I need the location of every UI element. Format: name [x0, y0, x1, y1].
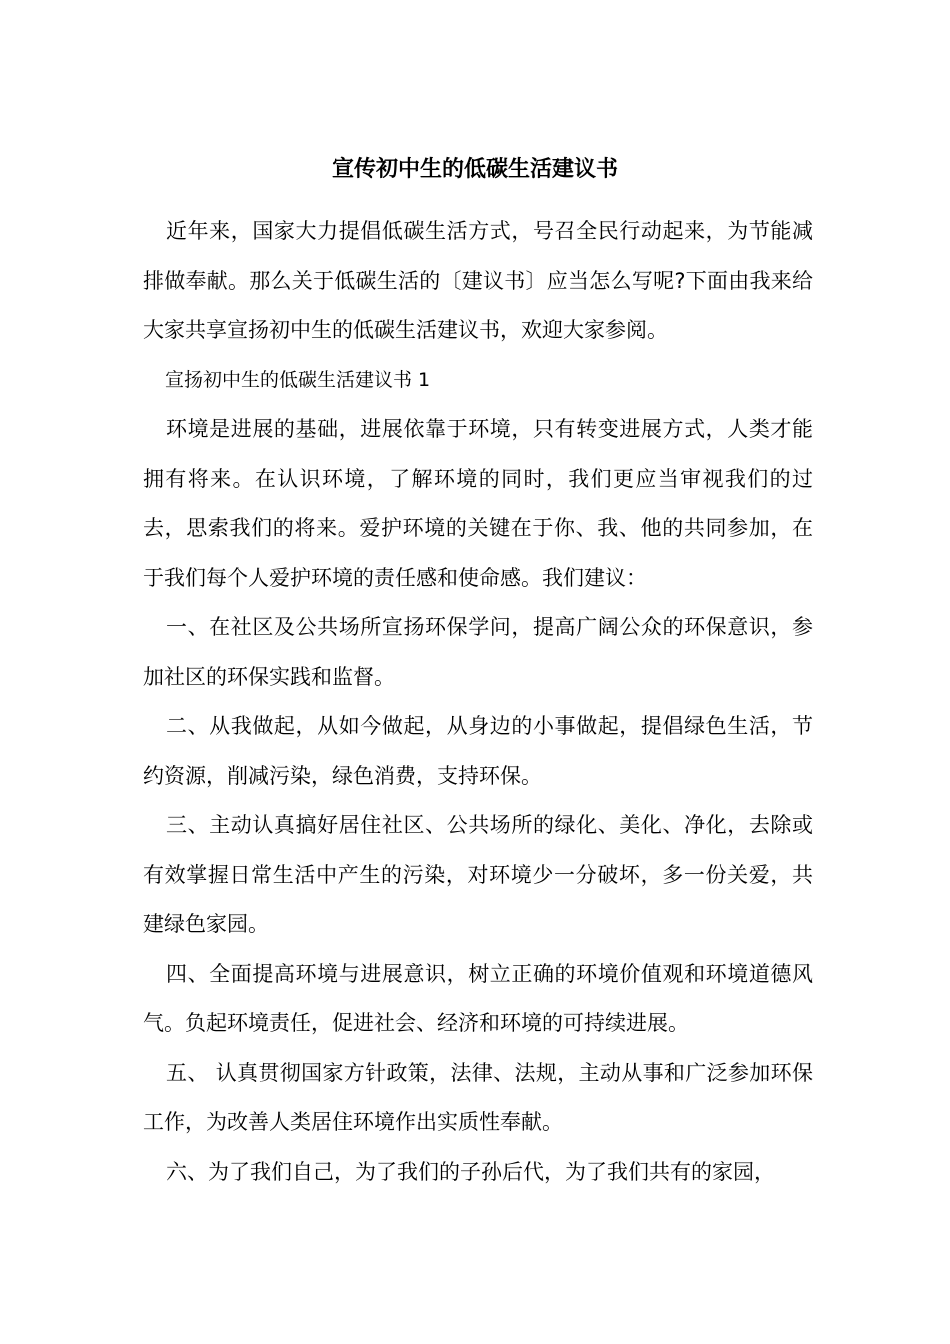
paragraph-suggestion-4: 四、全面提高环境与进展意识，树立正确的环境价值观和环境道德风气。负起环境责任，促进社会、经济和环境的可持续进展。: [143, 961, 813, 1035]
paragraph-suggestion-5: 五、 认真贯彻国家方针政策，法律、法规，主动从事和广泛参加环保工作，为改善人类居住环境作出实质性奉献。: [143, 1060, 813, 1134]
document-title: 宣传初中生的低碳生活建议书: [331, 157, 618, 182]
paragraph-suggestion-3: 三、主动认真搞好居住社区、公共场所的绿化、美化、净化，去除或有效掌握日常生活中产生的污染，对环境少一分破坏，多一份关爱，共建绿色家园。: [143, 813, 813, 936]
paragraph-environment: 环境是进展的基础，进展依靠于环境，只有转变进展方式，人类才能拥有将来。在认识环境，了解环境的同时，我们更应当审视我们的过去，思索我们的将来。爱护环境的关键在于你、我、他的共同参加，在于我们每个人爱护环境的责任感和使命感。我们建议：: [143, 417, 813, 590]
document-body: [143, 207, 813, 1197]
paragraph-suggestion-1: 一、在社区及公共场所宣扬环保学问，提高广阔公众的环保意识，参加社区的环保实践和监督。: [143, 615, 813, 689]
paragraph-suggestion-6: 六、为了我们自己，为了我们的子孙后代，为了我们共有的家园，: [166, 1159, 775, 1184]
section-heading: 宣扬初中生的低碳生活建议书 1: [165, 368, 431, 391]
paragraph-suggestion-2: 二、从我做起，从如今做起，从身边的小事做起，提倡绿色生活，节约资源，削减污染，绿色消费，支持环保。: [143, 714, 813, 788]
intro-paragraph: 近年来，国家大力提倡低碳生活方式，号召全民行动起来，为节能减排做奉献。那么关于低碳生活的〔建议书〕应当怎么写呢?下面由我来给大家共享宣扬初中生的低碳生活建议书，欢迎大家参阅。: [143, 219, 813, 342]
